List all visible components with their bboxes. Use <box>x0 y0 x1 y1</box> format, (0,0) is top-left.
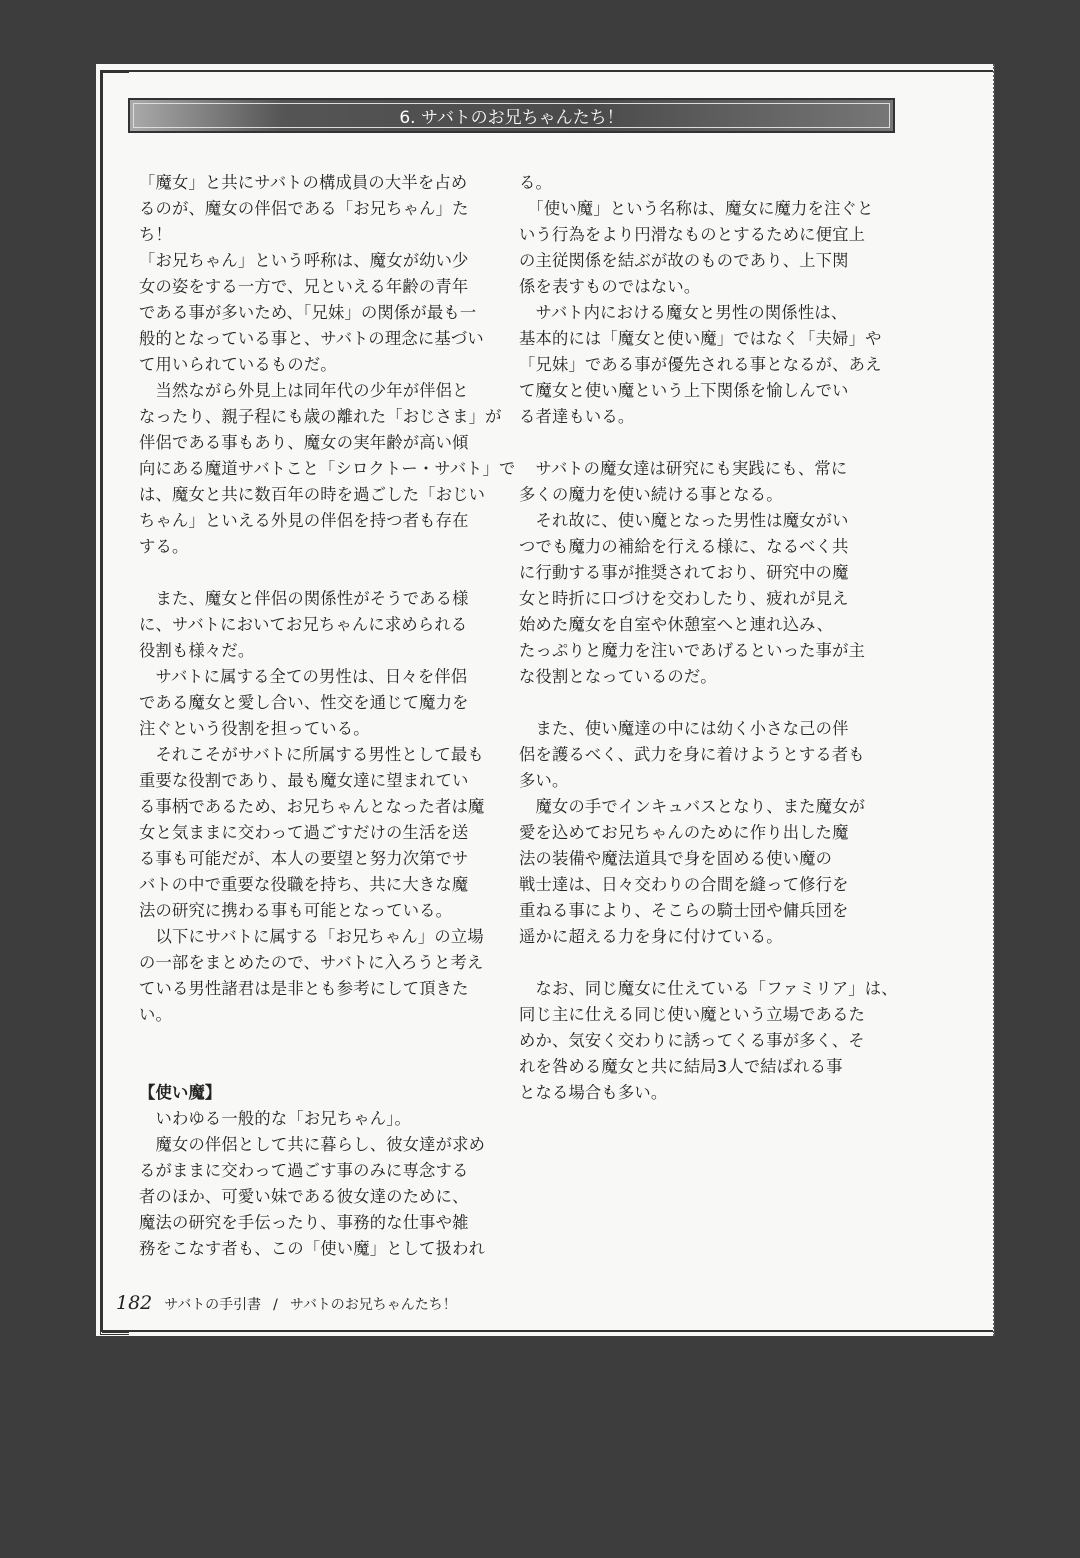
text-line: する。 <box>139 537 189 556</box>
text-line: 魔女の伴侶として共に暮らし、彼女達が求め <box>139 1135 486 1154</box>
text-line: ち！ <box>139 225 172 244</box>
text-line: いわゆる一般的な「お兄ちゃん」。 <box>139 1109 412 1128</box>
text-line: るがままに交わって過ごす事のみに専念する <box>139 1161 469 1180</box>
chapter-name: サバトのお兄ちゃんたち！ <box>289 1297 457 1313</box>
text-line: 役割も様々だ。 <box>139 641 255 660</box>
text-line: に行動する事が推奨されており、研究中の魔 <box>519 563 849 582</box>
text-line: 「お兄ちゃん」という呼称は、魔女が幼い少 <box>139 251 469 270</box>
text-line: な役割となっているのだ。 <box>519 667 717 686</box>
text-line: 向にある魔道サバトこと「シロクトー・サバト」で <box>139 459 516 478</box>
text-line: なお、同じ魔女に仕えている「ファミリア」は、 <box>519 979 898 998</box>
text-line: なったり、親子程にも歳の離れた「おじさま」が <box>139 407 502 426</box>
text-line: い。 <box>139 1005 172 1024</box>
text-line: ている男性諸君は是非とも参考にして頂きた <box>139 979 469 998</box>
text-line: て用いられているものだ。 <box>139 355 337 374</box>
text-line: 伴侶である事もあり、魔女の実年齢が高い傾 <box>139 433 469 452</box>
text-line: ちゃん」といえる外見の伴侶を持つ者も存在 <box>139 511 469 530</box>
text-line: 以下にサバトに属する「お兄ちゃん」の立場 <box>139 927 484 946</box>
chapter-banner <box>128 98 895 133</box>
text-line: 「兄妹」である事が優先される事となるが、あえ <box>519 355 882 374</box>
text-line: れを咎める魔女と共に結局3人で結ばれる事 <box>519 1057 843 1076</box>
ornament-corner-top <box>100 70 129 99</box>
text-line <box>519 430 864 456</box>
text-line: 始めた魔女を自室や休憩室へと連れ込み、 <box>519 615 834 634</box>
text-line: また、使い魔達の中には幼く小さな己の伴 <box>519 719 849 738</box>
text-line: 般的となっている事と、サバトの理念に基づい <box>139 329 484 348</box>
text-line: 務をこなす者も、この「使い魔」として扱われ <box>139 1239 486 1258</box>
text-line <box>139 560 484 586</box>
right-text-column <box>519 170 898 1106</box>
text-line: である魔女と愛し合い、性交を通じて魔力を <box>139 693 469 712</box>
text-line: 重ねる事により、そこらの騎士団や傭兵団を <box>519 901 849 920</box>
text-line: 侶を護るべく、武力を身に着けようとする者も <box>519 745 865 764</box>
text-line: 多い。 <box>519 771 569 790</box>
text-line <box>519 950 864 976</box>
text-line: つでも魔力の補給を行える様に、なるべく共 <box>519 537 849 556</box>
page-footer <box>116 1292 457 1314</box>
text-line: 基本的には「魔女と使い魔」ではなく「夫婦」や <box>519 329 882 348</box>
text-line <box>139 1028 484 1054</box>
text-line: サバト内における魔女と男性の関係性は、 <box>519 303 848 322</box>
text-line: る者達もいる。 <box>519 407 635 426</box>
footer-separator: / <box>273 1297 278 1313</box>
chapter-title: 6. サバトのお兄ちゃんたち！ <box>399 108 624 128</box>
text-line: る事も可能だが、本人の要望と努力次第でサ <box>139 849 469 868</box>
text-line: 法の研究に携わる事も可能となっている。 <box>139 901 453 920</box>
text-line: るのが、魔女の伴侶である「お兄ちゃん」た <box>139 199 469 218</box>
section-heading: 【使い魔】 <box>139 1083 222 1102</box>
text-line: それこそがサバトに所属する男性として最も <box>139 745 484 764</box>
text-line: 女の姿をする一方で、兄といえる年齢の青年 <box>139 277 469 296</box>
text-line: 同じ主に仕える同じ使い魔という立場であるた <box>519 1005 866 1024</box>
text-line: めか、気安く交わりに誘ってくる事が多く、そ <box>519 1031 865 1050</box>
text-line: 者のほか、可愛い妹である彼女達のために、 <box>139 1187 469 1206</box>
text-line <box>139 1054 484 1080</box>
text-line: 重要な役割であり、最も魔女達に望まれてい <box>139 771 469 790</box>
text-line: 多くの魔力を使い続ける事となる。 <box>519 485 783 504</box>
text-line: 女と時折に口づけを交わしたり、疲れが見え <box>519 589 849 608</box>
text-line: の一部をまとめたので、サバトに入ろうと考え <box>139 953 484 972</box>
text-line <box>519 690 864 716</box>
text-line: いう行為をより円滑なものとするために便宜上 <box>519 225 866 244</box>
text-line: 戦士達は、日々交わりの合間を縫って修行を <box>519 875 849 894</box>
text-line: 魔法の研究を手伝ったり、事務的な仕事や雑 <box>139 1213 469 1232</box>
text-line: サバトの魔女達は研究にも実践にも、常に <box>519 459 848 478</box>
text-line: は、魔女と共に数百年の時を過ごした「おじい <box>139 485 486 504</box>
page-number: 182 <box>116 1292 153 1314</box>
text-line: また、魔女と伴侶の関係性がそうである様 <box>139 589 469 608</box>
text-line: である事が多いため、「兄妹」の関係が最も一 <box>139 303 477 322</box>
text-line: それ故に、使い魔となった男性は魔女がい <box>519 511 849 530</box>
text-line: の主従関係を結ぶが故のものであり、上下関 <box>519 251 849 270</box>
text-line: て魔女と使い魔という上下関係を愉しんでい <box>519 381 849 400</box>
left-text-column <box>139 170 516 1262</box>
book-title: サバトの手引書 <box>164 1297 262 1313</box>
text-line: 女と気ままに交わって過ごすだけの生活を送 <box>139 823 469 842</box>
text-line: 係を表すものではない。 <box>519 277 701 296</box>
text-line: る事柄であるため、お兄ちゃんとなった者は魔 <box>139 797 485 816</box>
text-line: 法の装備や魔法道具で身を固める使い魔の <box>519 849 833 868</box>
text-line: 「魔女」と共にサバトの構成員の大半を占め <box>139 173 468 192</box>
text-line: 当然ながら外見上は同年代の少年が伴侶と <box>139 381 469 400</box>
text-line: たっぷりと魔力を注いであげるといった事が主 <box>519 641 866 660</box>
text-line: 注ぐという役割を担っている。 <box>139 719 370 738</box>
text-line: 愛を込めてお兄ちゃんのために作り出した魔 <box>519 823 849 842</box>
text-line: 遥かに超える力を身に付けている。 <box>519 927 783 946</box>
text-line: バトの中で重要な役職を持ち、共に大きな魔 <box>139 875 469 894</box>
text-line: に、サバトにおいてお兄ちゃんに求められる <box>139 615 468 634</box>
text-line: サバトに属する全ての男性は、日々を伴侶 <box>139 667 468 686</box>
text-line: となる場合も多い。 <box>519 1083 668 1102</box>
text-line: る。 <box>519 173 552 192</box>
text-line: 魔女の手でインキュバスとなり、また魔女が <box>519 797 866 816</box>
text-line: 「使い魔」という名称は、魔女に魔力を注ぐと <box>519 199 874 218</box>
